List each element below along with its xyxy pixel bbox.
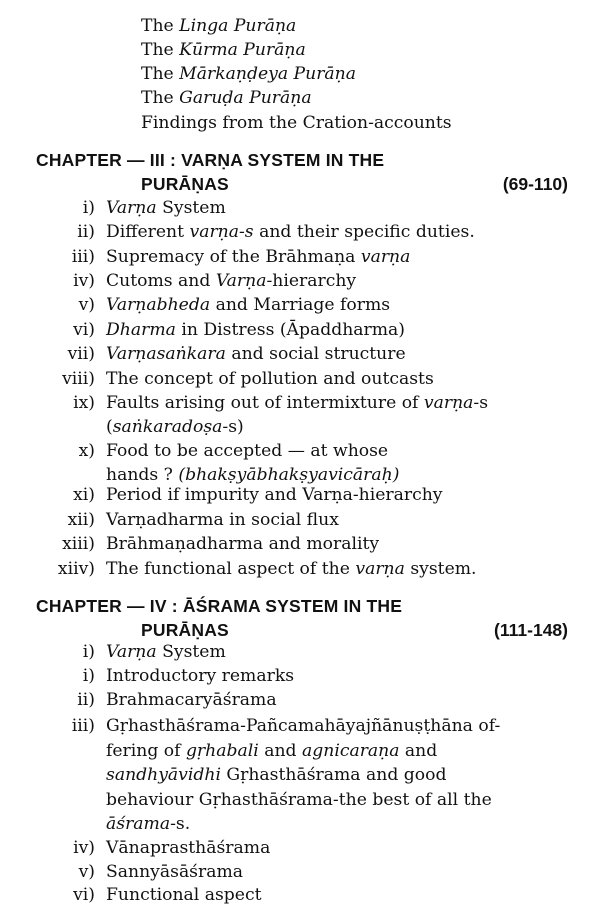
item-number: ix): [73, 393, 95, 413]
text-run: gṛhabali: [185, 741, 259, 761]
text-run: Kūrma Purāṇa: [179, 40, 306, 60]
item-text: [106, 532, 379, 556]
text-run: Sannyāsāśrama: [106, 862, 244, 882]
text-run: āśrama: [106, 814, 171, 834]
item-number: i): [82, 198, 95, 218]
text-run: agnicaraṇa: [302, 741, 400, 761]
item-number: ii): [77, 690, 95, 710]
text-run: The concept of pollution and outcasts: [106, 369, 434, 389]
intro-item: [141, 38, 306, 62]
text-run: Vānaprasthāśrama: [106, 838, 271, 858]
chapter-4-heading-cont: PURĀṆAS: [141, 620, 229, 640]
item-text: [106, 508, 339, 532]
text-run: behaviour Gṛhasthāśrama-the best of all the: [106, 790, 492, 810]
item-text: [106, 860, 243, 884]
item-text: [106, 640, 226, 664]
intro-item: [141, 14, 296, 38]
text-run: Mārkaṇḍeya Purāṇa: [179, 64, 356, 84]
text-run: hands ?: [106, 465, 179, 485]
text-run: and: [399, 741, 438, 761]
item-text: [106, 318, 405, 342]
item-text: [106, 483, 443, 507]
text-run: The: [141, 88, 180, 108]
text-run: varṇa: [360, 247, 411, 267]
text-run: Gṛhasthāśrama-Pañcamahāyajñānuṣṭhāna of-: [106, 716, 501, 736]
text-run: Varṇa: [106, 642, 157, 662]
item-text: [106, 739, 437, 763]
item-number: i): [82, 666, 95, 686]
item-text: [106, 788, 492, 812]
item-text: [106, 836, 270, 860]
chapter-4-pages: (111-148): [494, 620, 568, 640]
item-text: [106, 415, 244, 439]
item-number: xi): [73, 485, 95, 505]
text-run: fering of: [106, 741, 186, 761]
text-run: and their specific duties.: [253, 222, 475, 242]
text-run: Varṇa: [106, 198, 157, 218]
item-number: viii): [62, 369, 95, 389]
text-run: system.: [404, 559, 477, 579]
text-run: Period if impurity and Varṇa-hierarchy: [106, 485, 443, 505]
item-number: vi): [73, 320, 95, 340]
text-run: The: [141, 40, 180, 60]
text-run: varṇa-s: [189, 222, 254, 242]
text-run: -s): [222, 417, 244, 437]
item-text: [106, 763, 447, 787]
item-text: [106, 557, 477, 581]
text-run: Brahmacaryāśrama: [106, 690, 277, 710]
chapter-4-heading: CHAPTER — IV : ĀŚRAMA SYSTEM IN THE: [36, 596, 403, 616]
item-text: [106, 196, 226, 220]
item-number: xiiv): [57, 559, 95, 579]
text-run: and: [258, 741, 302, 761]
item-number: ii): [77, 222, 95, 242]
text-run: Linga Purāṇa: [179, 16, 297, 36]
item-number: iii): [71, 247, 95, 267]
item-number: vi): [73, 885, 95, 905]
item-number: iv): [73, 271, 95, 291]
text-run: Introductory remarks: [106, 666, 295, 686]
text-run: varṇa: [423, 393, 474, 413]
item-number: xiii): [62, 534, 95, 554]
item-number: iv): [73, 838, 95, 858]
text-run: Findings from the Cration-accounts: [141, 113, 452, 133]
item-text: [106, 439, 388, 463]
item-number: v): [78, 862, 95, 882]
item-text: [106, 220, 475, 244]
text-run: sandhyāvidhi: [106, 765, 221, 785]
text-run: Cutoms and: [106, 271, 216, 291]
item-text: [106, 245, 410, 269]
text-run: Supremacy of the Brāhmaṇa: [106, 247, 361, 267]
text-run: varṇa: [355, 559, 405, 579]
text-run: Faults arising out of intermixture of: [106, 393, 424, 413]
item-text: [106, 293, 390, 317]
text-run: (: [106, 417, 113, 437]
chapter-3-pages: (69-110): [502, 174, 568, 194]
item-text: [106, 714, 500, 738]
chapter-3-heading: CHAPTER — III : VARṆA SYSTEM IN THE: [36, 150, 385, 170]
item-number: v): [78, 295, 95, 315]
item-number: vii): [67, 344, 95, 364]
item-text: [106, 367, 434, 391]
text-run: The functional aspect of the: [106, 559, 356, 579]
text-run: in Distress (Āpaddharma): [175, 320, 406, 340]
text-run: -s.: [170, 814, 191, 834]
item-text: [106, 688, 277, 712]
text-run: saṅkaradoṣa: [112, 417, 223, 437]
text-run: Varṇabheda: [106, 295, 211, 315]
text-run: Dharma: [106, 320, 176, 340]
text-run: System: [156, 198, 226, 218]
item-text: [106, 391, 488, 415]
intro-item: [141, 86, 312, 110]
chapter-3-heading-cont: PURĀṆAS: [141, 174, 229, 194]
text-run: and Marriage forms: [210, 295, 391, 315]
text-run: (bhakṣyābhakṣyavicāraḥ): [178, 465, 400, 485]
intro-item: [141, 62, 356, 86]
text-run: Functional aspect: [106, 885, 262, 905]
text-run: Garuḍa Purāṇa: [179, 88, 312, 108]
text-run: Gṛhasthāśrama and good: [220, 765, 447, 785]
item-number: x): [78, 441, 95, 461]
item-text: [106, 812, 190, 836]
text-run: The: [141, 16, 180, 36]
item-text: [106, 664, 294, 688]
text-run: The: [141, 64, 180, 84]
text-run: Food to be accepted — at whose: [106, 441, 389, 461]
item-number: iii): [71, 716, 95, 736]
intro-item: [141, 111, 452, 135]
text-run: and social structure: [225, 344, 406, 364]
text-run: Different: [106, 222, 190, 242]
text-run: -hierarchy: [266, 271, 357, 291]
text-run: Brāhmaṇadharma and morality: [106, 534, 380, 554]
item-text: [106, 342, 406, 366]
text-run: -s: [473, 393, 489, 413]
text-run: Varṇadharma in social flux: [106, 510, 339, 530]
item-number: xii): [67, 510, 95, 530]
text-run: Varṇasaṅkara: [106, 344, 226, 364]
item-text: [106, 269, 356, 293]
text-run: System: [156, 642, 226, 662]
text-run: Varṇa: [215, 271, 267, 291]
item-number: i): [82, 642, 95, 662]
item-text: [106, 883, 262, 907]
